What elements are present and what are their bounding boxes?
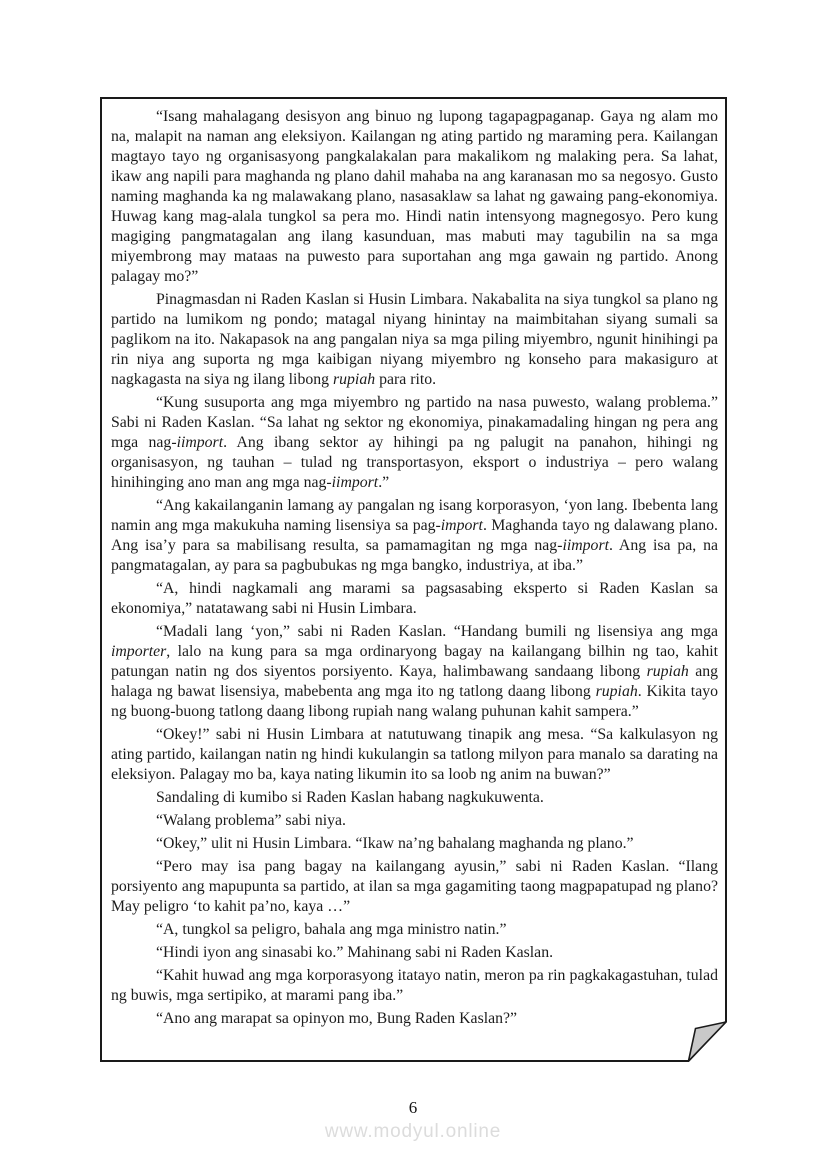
paragraph (111, 811, 718, 831)
paragraph (111, 834, 718, 854)
italic-text: rupiah (332, 371, 376, 388)
page-number: 6 (408, 1098, 418, 1117)
body-text: , lalo na kung para sa mga ordinaryong bagay na kailangang bilhin ng tao, kahit patungan natin ng dos siyentos porsiyento. Kaya, halimbawang sandaang libong (111, 643, 718, 680)
body-text: . Ang isa pa, na pangmatagalan, ay para sa pagbubukas ng mga bangko, industriya, at iba.” (111, 537, 718, 574)
body-text: “Okey!” sabi ni Husin Limbara at natutuwang tinapik ang mesa. “Sa kalkulasyon ng ating partido, kailangan natin ng hindi kukulangin sa tatlong milyon para manalo sa darating na eleksiyon. Palagay mo ba, kaya nating likumin ito sa loob ng anim na buwan?” (111, 726, 718, 783)
body-text: “Ang kakailanganin lamang ay pangalan ng isang korporasyon, ‘yon lang. Ibebenta lang namin ang mga makukuha naming lisensiya sa pag- (111, 497, 718, 534)
body-text: “Isang mahalagang desisyon ang binuo ng lupong tagapagpaganap. Gaya ng alam mo na, malapit na naman ang eleksiyon. Kailangan ng ating partido ng maraming pera. Kailangan magtayo tayo ng organisasyong pangkalakalan para makalikom ng malaking pera. Sa lahat, ikaw ang napili para maghanda ng plano dahil mahaba na ang karanasan mo sa negosyo. Gusto naming maghanda ka ng malawakang plano, nasasaklaw sa lahat ng gawaing pang-ekonomiya. Huwag kang mag-alala tungkol sa pera mo. Hindi natin intensyong magnegosyo. Pero kung magiging pangmatagalan ang ilang kasunduan, mas mabuti may tagubilin na sa mga miyembrong may mataas na puwesto para suportahan ang mga gawain ng partido. Anong palagay mo?” (111, 108, 718, 285)
paragraph (111, 393, 718, 493)
italic-text: iimport (562, 537, 609, 554)
paragraph (111, 1009, 718, 1029)
paragraph (111, 725, 718, 785)
paragraph (111, 857, 718, 917)
body-text: “Ano ang marapat sa opinyon mo, Bung Raden Kaslan?” (156, 1010, 518, 1027)
body-text: “Hindi iyon ang sinasabi ko.” Mahinang sabi ni Raden Kaslan. (156, 944, 554, 961)
body-text: “Madali lang ‘yon,” sabi ni Raden Kaslan. “Handang bumili ng lisensiya ang mga (156, 623, 718, 640)
paragraph (111, 622, 718, 722)
body-text: para rito. (375, 371, 437, 388)
paragraph (111, 107, 718, 287)
body-text: . Ang ibang sektor ay hihingi pa ng palugit na panahon, hihingi ng organisasyon, ng tauhan – tulad ng transportasyon, eksport o industriya – pero walang hinihinging ano man ang mga nag- (111, 434, 718, 491)
italic-text: rupiah (595, 683, 638, 700)
body-text: . Maghanda tayo ng dalawang plano. Ang isa’y para sa mabilisang resulta, sa pamamagitan ng mga nag- (111, 517, 718, 554)
body-text: “Walang problema” sabi niya. (156, 812, 346, 829)
story-paragraphs (111, 107, 718, 1057)
paragraph (111, 788, 718, 808)
paragraph (111, 579, 718, 619)
italic-text: importer (111, 643, 167, 660)
italic-text: rupiah (646, 663, 689, 680)
paragraph (111, 920, 718, 940)
italic-text: iimport (176, 434, 224, 451)
paragraph (111, 966, 718, 1006)
body-text: “Pero may isa pang bagay na kailangang ayusin,” sabi ni Raden Kaslan. “Ilang porsiyento ang mapupunta sa partido, at ilan sa mga gagamiting taong magpapatupad ng plano? May peligro ‘to kahit pa’no, kaya …” (111, 858, 718, 915)
body-text: “Kung susuporta ang mga miyembro ng partido na nasa puwesto, walang problema.” Sabi ni Raden Kaslan. “Sa lahat ng sektor ng ekonomiya, pinakamadaling hingan ng pera ang mga nag- (111, 394, 718, 451)
story-text-box (100, 97, 727, 1062)
body-text: .” (378, 474, 390, 491)
watermark: www.modyul.online (324, 1121, 502, 1142)
body-text: ang halaga ng bawat lisensiya, mabebenta ang mga ito ng tatlong daang libong (111, 663, 718, 700)
paragraph (111, 943, 718, 963)
body-text: . Kikita tayo ng buong-buong tatlong daang libong rupiah nang walang puhunan kahit sampera.” (111, 683, 718, 720)
body-text: Pinagmasdan ni Raden Kaslan si Husin Limbara. Nakabalita na siya tungkol sa plano ng partido na lumikom ng pondo; matagal niyang hinintay na maimbitahan siyang sumali sa paglikom na ito. Nakapasok na ang pangalan niya sa mga piling miyembro, ngunit hinihingi pa rin niya ang suporta ng mga kaibigan niyang miyembro ng konseho para makasiguro at nagkagasta na siya ng ilang libong (111, 291, 718, 388)
body-text: Sandaling di kumibo si Raden Kaslan habang nagkukuwenta. (156, 789, 544, 806)
paragraph (111, 290, 718, 390)
body-text: “Okey,” ulit ni Husin Limbara. “Ikaw na’ng bahalang maghanda ng plano.” (156, 835, 634, 852)
italic-text: import (440, 517, 483, 534)
body-text: “Kahit huwad ang mga korporasyong itatayo natin, meron pa rin pagkakagastuhan, tulad ng buwis, mga sertipiko, at marami pang iba.” (111, 967, 718, 1004)
paragraph (111, 496, 718, 576)
body-text: “A, tungkol sa peligro, bahala ang mga ministro natin.” (156, 921, 507, 938)
body-text: “A, hindi nagkamali ang marami sa pagsasabing eksperto si Raden Kaslan sa ekonomiya,” natatawang sabi ni Husin Limbara. (111, 580, 718, 617)
italic-text: iimport (331, 474, 379, 491)
